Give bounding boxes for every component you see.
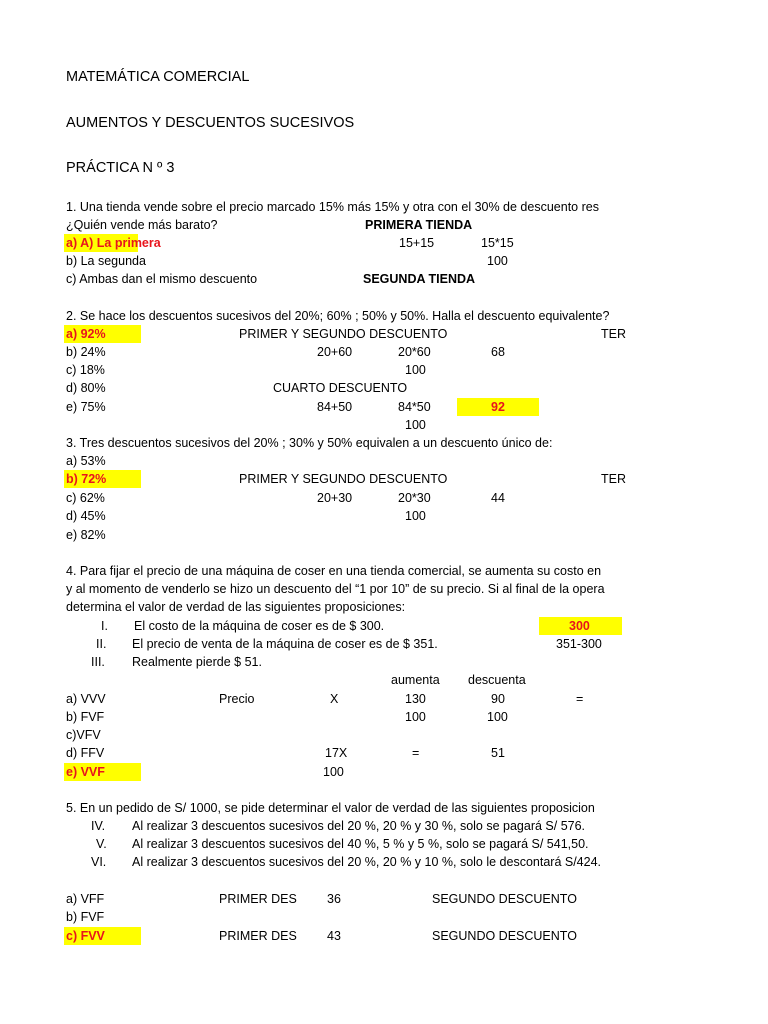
q5-option-a: a) VFF [66, 892, 105, 906]
q1-question: 1. Una tienda vende sobre el precio marcado 15% más 15% y otra con el 30% de descuento res [66, 200, 599, 214]
q4-option-d: d) FFV [66, 746, 105, 760]
q4-prop-text: El costo de la máquina de coser es de $ 300. [134, 619, 385, 633]
q1-work-product: 15*15 [481, 236, 514, 250]
q3-option-b: b) 72% [66, 472, 107, 486]
q3-work-den: 100 [405, 509, 426, 523]
q2-work-fourth: CUARTO DESCUENTO [273, 381, 408, 395]
q1-work-first-store: PRIMERA TIENDA [365, 218, 473, 232]
q1-option-a: a) A) La primera [66, 236, 161, 250]
q2-work-product1: 20*60 [398, 345, 431, 359]
q4-option-e: e) VVF [66, 765, 105, 779]
q2-work-result1: 68 [491, 345, 505, 359]
q2-work-product2: 84*50 [398, 400, 431, 414]
q1-work-sum: 15+15 [399, 236, 435, 250]
q5-work-primer2: PRIMER DES [219, 929, 297, 943]
q4-work-aumenta: aumenta [391, 673, 440, 687]
q2-work-third: TER [601, 327, 626, 341]
q3-option-a: a) 53% [66, 454, 106, 468]
q3-option-e: e) 82% [66, 528, 106, 542]
q4-work-descuenta: descuenta [468, 673, 526, 687]
q3-work-result: 44 [491, 491, 505, 505]
q1-option-b: b) La segunda [66, 254, 146, 268]
q5-prop-number: IV. [91, 819, 106, 833]
q2-option-d: d) 80% [66, 381, 106, 395]
q2-option-b: b) 24% [66, 345, 106, 359]
q5-prop-text: Al realizar 3 descuentos sucesivos del 40 %, 5 % y 5 %, solo se pagará S/ 541,50. [132, 837, 589, 851]
q4-prop-number: III. [91, 655, 105, 669]
q5-work-primer1: PRIMER DES [219, 892, 297, 906]
practice-number: PRÁCTICA N º 3 [66, 160, 175, 176]
q5-option-b: b) FVF [66, 910, 105, 924]
q2-work-sum2: 84+50 [317, 400, 353, 414]
q4-work-100a: 100 [405, 710, 426, 724]
q4-prop-text: Realmente pierde $ 51. [132, 655, 262, 669]
q3-work-sum: 20+30 [317, 491, 353, 505]
q5-question: 5. En un pedido de S/ 1000, se pide determinar el valor de verdad de las siguientes proposicion [66, 801, 595, 815]
q4-work-17x: 17X [325, 746, 348, 760]
q1-question-line2: ¿Quién vende más barato? [66, 218, 218, 232]
q4-option-c: c)VFV [66, 728, 101, 742]
q4-prop-number: II. [96, 637, 107, 651]
q2-question: 2. Se hace los descuentos sucesivos del 20%; 60% ; 50% y 50%. Halla el descuento equivalente? [66, 309, 610, 323]
q2-work-result2: 92 [491, 400, 505, 414]
q4-option-b: b) FVF [66, 710, 105, 724]
q4-work-300: 300 [569, 619, 590, 633]
q1-work-denominator: 100 [487, 254, 508, 268]
document-subtitle: AUMENTOS Y DESCUENTOS SUCESIVOS [66, 115, 355, 131]
q4-question-line1: 4. Para fijar el precio de una máquina de coser en una tienda comercial, se aumenta su costo en [66, 564, 602, 578]
q2-option-e: e) 75% [66, 400, 106, 414]
q4-work-precio: Precio [219, 692, 255, 706]
q3-work-third: TER [601, 472, 626, 486]
q3-work-first-second: PRIMER Y SEGUNDO DESCUENTO [239, 472, 448, 486]
q5-prop-text: Al realizar 3 descuentos sucesivos del 20 %, 20 % y 10 %, solo le descontará S/424. [132, 855, 602, 869]
q2-work-sum1: 20+60 [317, 345, 353, 359]
q3-work-product: 20*30 [398, 491, 431, 505]
q1-work-second-store: SEGUNDA TIENDA [363, 272, 476, 286]
q5-option-c: c) FVV [66, 929, 105, 943]
q5-prop-number: V. [96, 837, 107, 851]
q2-work-den1: 100 [405, 363, 426, 377]
q4-work-x: X [330, 692, 339, 706]
document-title: MATEMÁTICA COMERCIAL [66, 69, 250, 85]
q4-option-a: a) VVV [66, 692, 106, 706]
q5-work-43: 43 [327, 929, 341, 943]
q4-work-90: 90 [491, 692, 505, 706]
q5-work-36: 36 [327, 892, 341, 906]
q5-prop-text: Al realizar 3 descuentos sucesivos del 20 %, 20 % y 30 %, solo se pagará S/ 576. [132, 819, 586, 833]
q4-work-equals2: = [412, 746, 420, 760]
q4-question-line3: determina el valor de verdad de las siguientes proposiciones: [66, 600, 406, 614]
q4-work-equals: = [576, 692, 584, 706]
q4-work-100c: 100 [323, 765, 344, 779]
q4-work-diff: 351-300 [556, 637, 602, 651]
q4-prop-text: El precio de venta de la máquina de coser es de $ 351. [132, 637, 438, 651]
q2-work-den2: 100 [405, 418, 426, 432]
q2-work-first-second: PRIMER Y SEGUNDO DESCUENTO [239, 327, 448, 341]
q3-option-d: d) 45% [66, 509, 106, 523]
q5-prop-number: VI. [91, 855, 107, 869]
q2-option-c: c) 18% [66, 363, 105, 377]
q4-work-130: 130 [405, 692, 426, 706]
q1-option-c: c) Ambas dan el mismo descuento [66, 272, 258, 286]
q3-option-c: c) 62% [66, 491, 105, 505]
q5-work-segundo1: SEGUNDO DESCUENTO [432, 892, 577, 906]
q4-work-100b: 100 [487, 710, 508, 724]
q4-work-51: 51 [491, 746, 505, 760]
q5-work-segundo2: SEGUNDO DESCUENTO [432, 929, 577, 943]
q4-prop-number: I. [101, 619, 108, 633]
q4-question-line2: y al momento de venderlo se hizo un descuento del “1 por 10” de su precio. Si al final de la opera [66, 582, 605, 596]
q2-option-a: a) 92% [66, 327, 106, 341]
q3-question: 3. Tres descuentos sucesivos del 20% ; 30% y 50% equivalen a un descuento único de: [66, 436, 553, 450]
